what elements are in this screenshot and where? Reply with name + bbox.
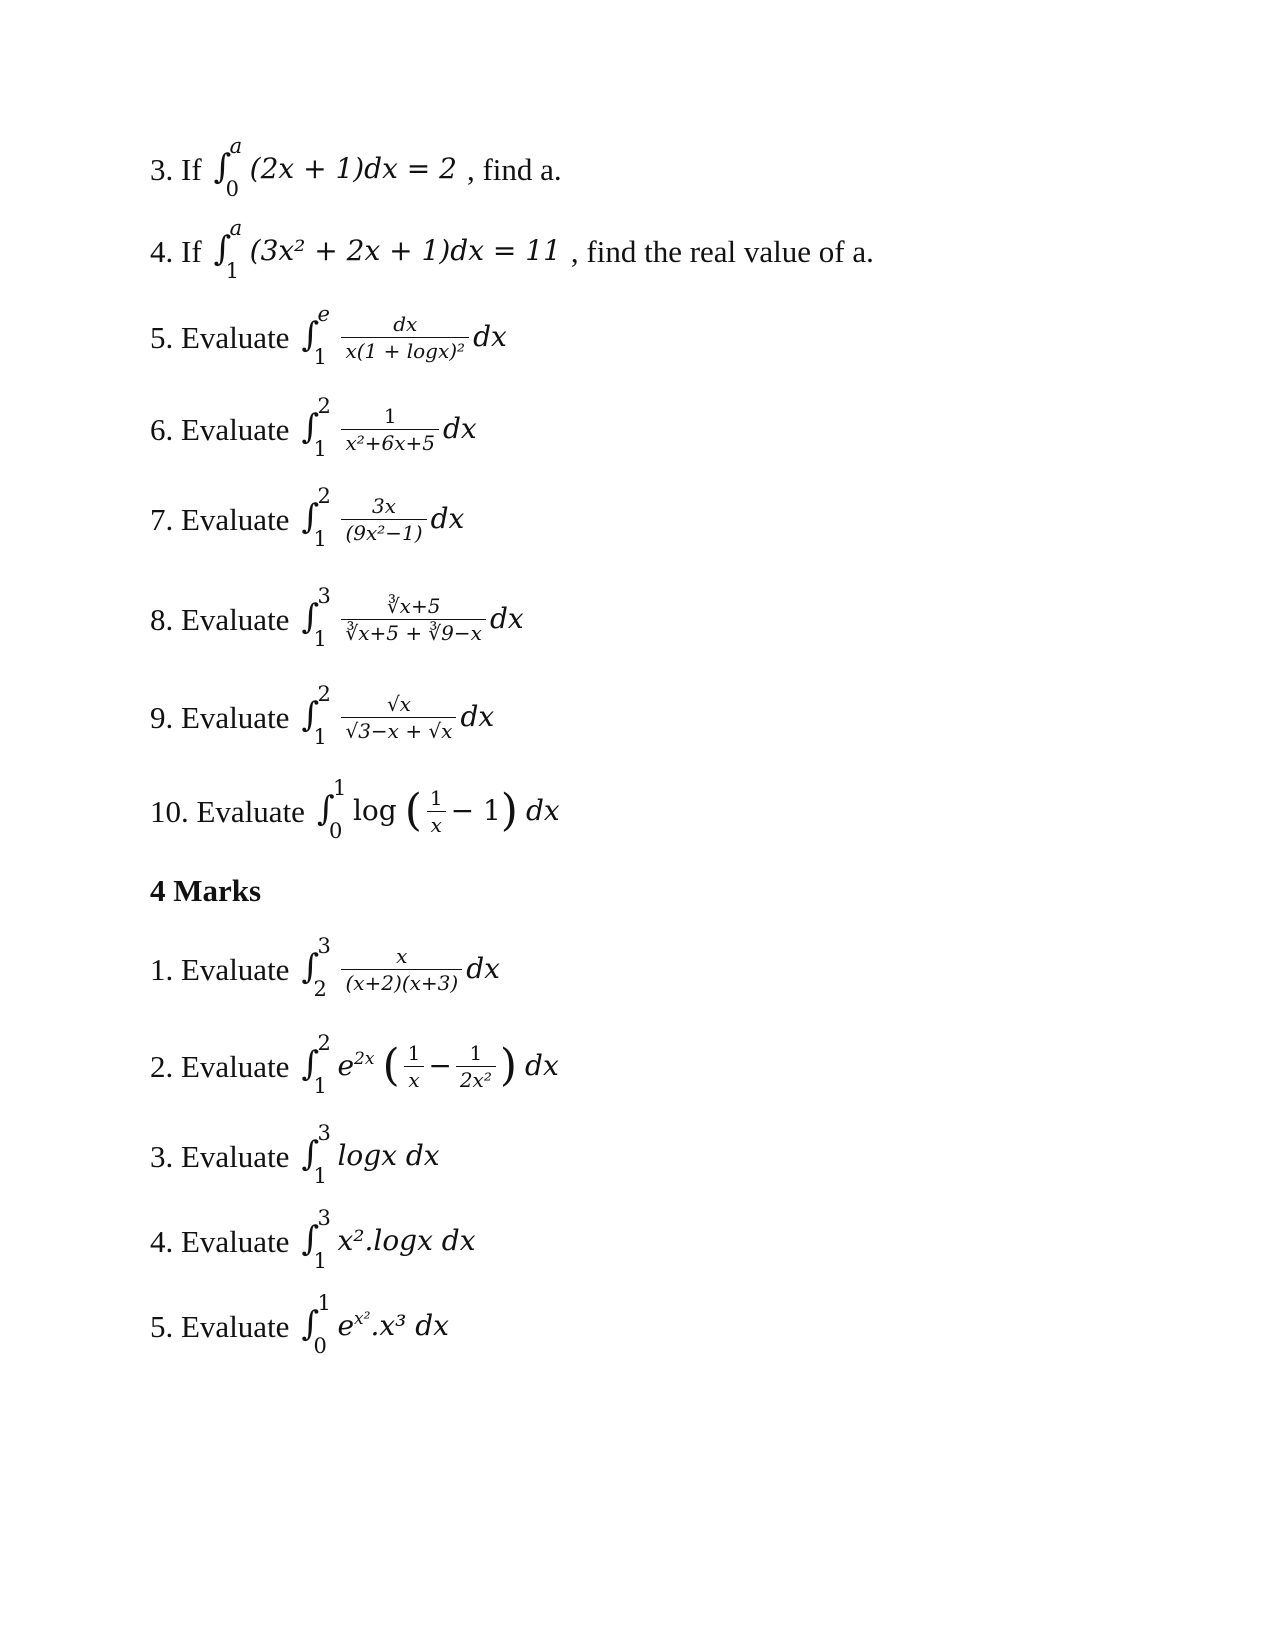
marks4-question-5 [150, 1291, 449, 1358]
question-label: 6. Evaluate [150, 411, 290, 447]
question-label: 2. Evaluate [150, 1048, 290, 1084]
question-label: 9. Evaluate [150, 699, 290, 735]
upper-limit: e [317, 302, 330, 326]
question-label: 8. Evaluate [150, 601, 290, 637]
marks4-question-2 [150, 1031, 559, 1098]
lower-limit: 1 [313, 627, 327, 651]
denominator: x [404, 1066, 423, 1090]
integral-sign: ∫ 3 1 [301, 584, 331, 651]
lower-limit: 1 [313, 527, 327, 551]
differential: dx [443, 412, 477, 445]
question-3 [150, 134, 562, 201]
integrand: (2x + 1)dx = 2 [249, 152, 457, 185]
exponent: 2x [354, 1049, 375, 1069]
lower-limit: 1 [313, 1074, 327, 1098]
differential: dx [525, 1049, 559, 1082]
upper-limit: 2 [317, 682, 331, 706]
left-paren: ( [404, 785, 422, 836]
integrand: logx dx [337, 1139, 440, 1172]
integral-sign: ∫ 1 0 [316, 776, 347, 843]
integral-sign: ∫ a 1 [213, 216, 243, 283]
denominator: (x+2)(x+3) [341, 969, 462, 993]
differential: dx [525, 794, 560, 827]
question-10 [150, 776, 560, 843]
denominator: x²+6x+5 [341, 429, 439, 453]
question-6 [150, 394, 477, 461]
question-4 [150, 216, 874, 283]
denominator: x [427, 811, 446, 835]
differential: dx [466, 952, 500, 985]
denominator: 2x² [456, 1066, 496, 1090]
right-paren: ) [500, 785, 518, 836]
upper-limit: 3 [317, 584, 331, 608]
numerator: dx [393, 311, 418, 336]
integrand: x².logx dx [337, 1224, 476, 1257]
question-tail: , find the real value of a. [570, 233, 874, 269]
integral-sign: ∫ 2 1 [301, 682, 331, 749]
integral-sign: ∫ 2 1 [301, 484, 331, 551]
numerator: 1 [429, 785, 443, 810]
question-label: 4. Evaluate [150, 1223, 290, 1259]
upper-limit: 3 [317, 1121, 331, 1145]
upper-limit: 1 [317, 1291, 331, 1315]
lower-limit: 1 [313, 1249, 327, 1273]
question-label: 1. Evaluate [150, 951, 290, 987]
integral-sign: ∫ 3 1 [301, 1206, 331, 1273]
fraction-1 [404, 1040, 425, 1092]
left-paren: ( [382, 1040, 400, 1091]
marks4-question-1 [150, 934, 500, 1001]
section-heading: 4 Marks [150, 873, 262, 908]
denominator: x(1 + logx)² [341, 337, 469, 361]
exponent: x² [354, 1309, 371, 1329]
lower-limit: 0 [225, 177, 240, 201]
numerator: 3x [372, 493, 397, 518]
minus-one: − 1 [450, 794, 501, 827]
integral-sign: ∫ 3 2 [301, 934, 331, 1001]
upper-limit: 2 [317, 1031, 331, 1055]
upper-limit: 2 [317, 484, 331, 508]
integral-sign: ∫ 2 1 [301, 1031, 331, 1098]
integral-sign: ∫ 1 0 [301, 1291, 331, 1358]
integrand: (3x² + 2x + 1)dx = 11 [249, 234, 561, 267]
integral-sign: ∫ 2 1 [301, 394, 331, 461]
exp-base: e [337, 1309, 355, 1342]
numerator: √x [386, 691, 411, 716]
question-tail: , find a. [466, 151, 562, 187]
numerator: 1 [407, 1040, 421, 1065]
question-7 [150, 484, 465, 551]
marks4-question-4 [150, 1206, 476, 1273]
differential: dx [489, 602, 524, 635]
denominator: (9x²−1) [341, 519, 426, 543]
question-5 [150, 302, 507, 369]
differential: dx [473, 320, 507, 353]
minus-sign: − [428, 1049, 452, 1082]
numerator: x [396, 943, 408, 968]
question-label: 3. Evaluate [150, 1138, 290, 1174]
differential: dx [460, 700, 495, 733]
log-function: log [352, 794, 397, 827]
denominator: √3−x + √x [341, 717, 456, 741]
lower-limit: 1 [313, 345, 327, 369]
upper-limit: a [229, 134, 243, 158]
upper-limit: 1 [332, 776, 347, 800]
upper-limit: 2 [317, 394, 331, 418]
numerator: 1 [383, 403, 397, 428]
fraction [341, 493, 426, 545]
fraction [341, 691, 456, 743]
upper-limit: 3 [317, 1206, 331, 1230]
integral-sign: ∫ 3 1 [301, 1121, 331, 1188]
lower-limit: 0 [328, 819, 343, 843]
question-label: 5. Evaluate [150, 1308, 290, 1344]
lower-limit: 1 [225, 259, 240, 283]
lower-limit: 2 [313, 977, 327, 1001]
numerator: ∛x+5 [386, 593, 441, 618]
upper-limit: 3 [317, 934, 331, 958]
question-label: 3. If [150, 151, 202, 187]
fraction [426, 785, 447, 837]
fraction-2 [456, 1040, 496, 1092]
lower-limit: 1 [313, 725, 327, 749]
integral-sign: ∫ a 0 [213, 134, 243, 201]
marks4-question-3 [150, 1121, 440, 1188]
fraction [341, 311, 469, 363]
lower-limit: 1 [313, 1164, 327, 1188]
question-9 [150, 682, 495, 749]
numerator: 1 [469, 1040, 483, 1065]
question-8 [150, 584, 524, 651]
question-label: 5. Evaluate [150, 319, 290, 355]
question-label: 4. If [150, 233, 202, 269]
question-label: 7. Evaluate [150, 501, 290, 537]
question-label: 10. Evaluate [150, 793, 305, 829]
lower-limit: 1 [313, 437, 327, 461]
exp-base: e [337, 1049, 355, 1082]
fraction [341, 403, 439, 455]
lower-limit: 0 [313, 1334, 327, 1358]
upper-limit: a [229, 216, 243, 240]
fraction [341, 593, 485, 645]
integral-sign: ∫ e 1 [301, 302, 330, 369]
right-paren: ) [499, 1040, 518, 1091]
fraction [341, 943, 462, 995]
differential: dx [430, 502, 465, 535]
integrand: .x³ dx [370, 1309, 449, 1342]
denominator: ∛x+5 + ∛9−x [341, 619, 485, 643]
